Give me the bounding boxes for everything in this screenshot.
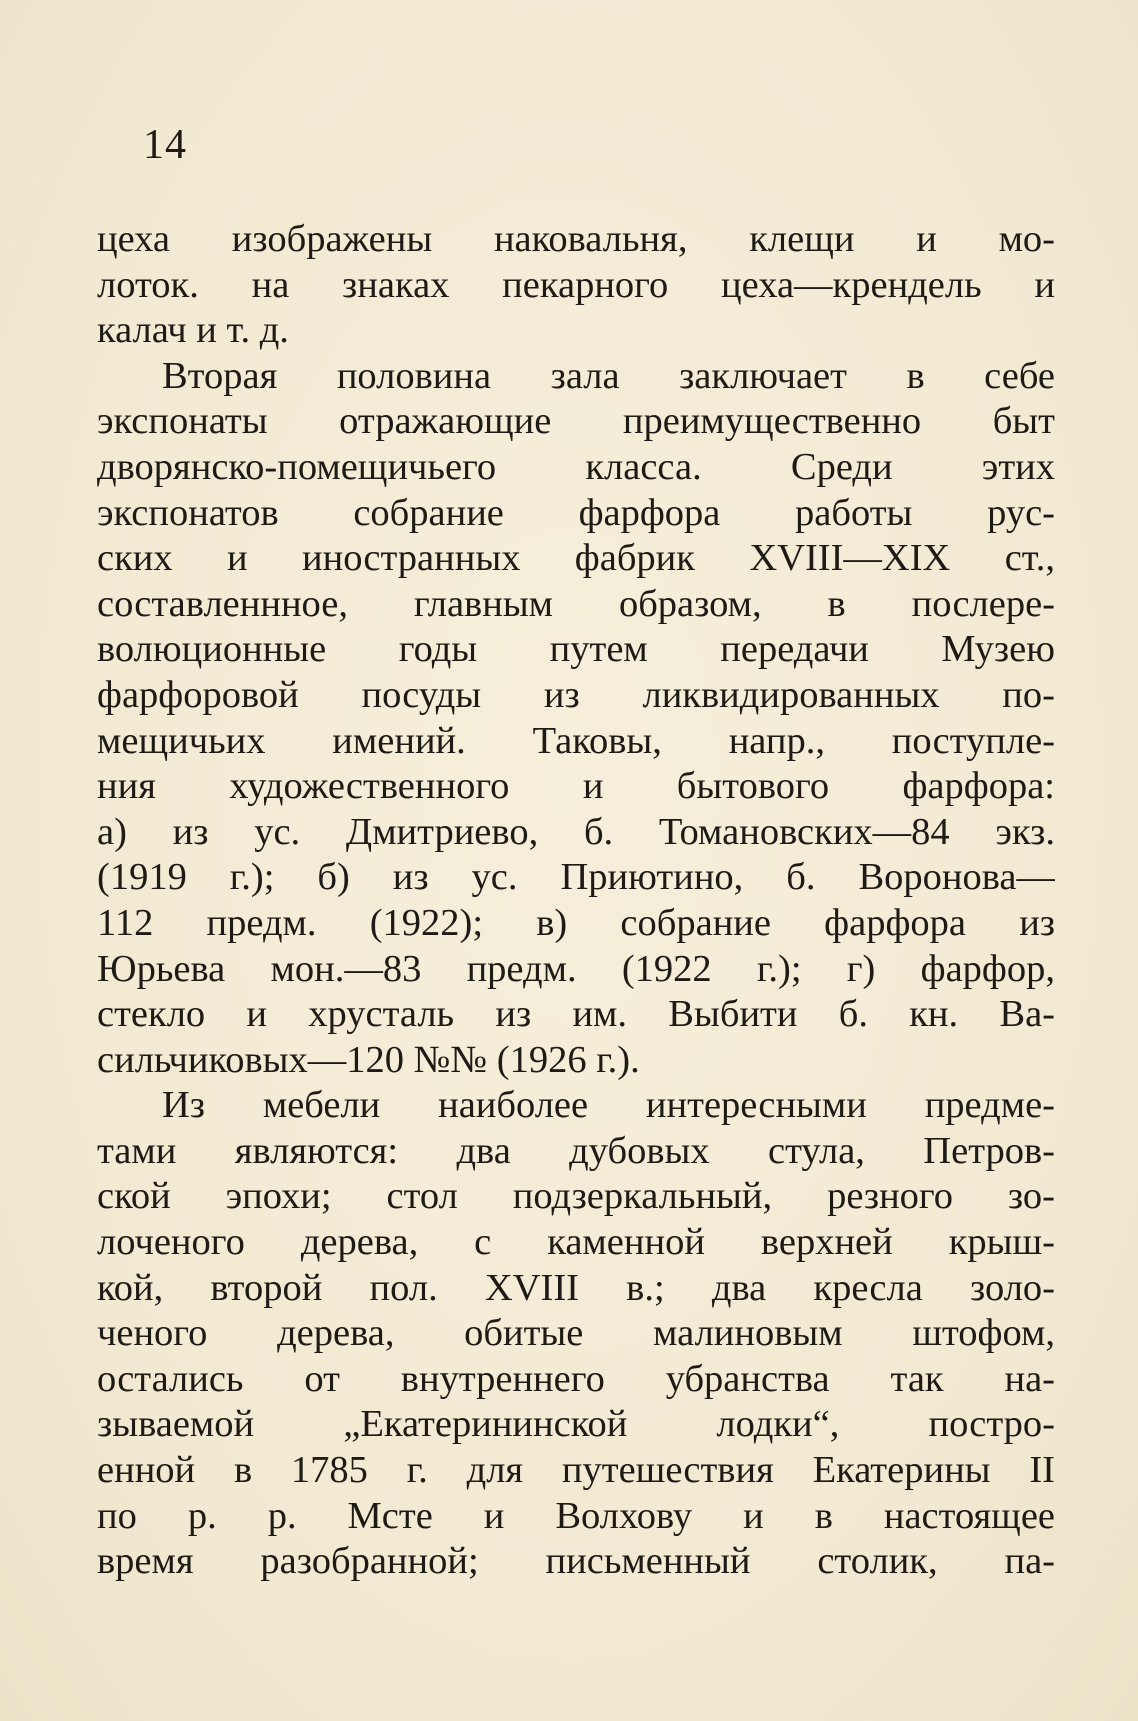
text-line: остались от внутреннего убранства так на- bbox=[97, 1357, 1055, 1400]
text-line: ских и иностранных фабрик XVIII—XIX ст., bbox=[97, 537, 1055, 580]
text-line: 112 предм. (1922); в) собрание фарфора из bbox=[97, 901, 1055, 944]
text-line: сильчиковых—120 №№ (1926 г.). bbox=[97, 1038, 640, 1081]
text-line: калач и т. д. bbox=[97, 309, 289, 352]
text-line: составленнное, главным образом, в послере- bbox=[97, 582, 1055, 625]
body-text bbox=[97, 217, 1055, 1585]
paragraph-start-line: Из мебели наиболее интересными предме- bbox=[162, 1084, 1055, 1127]
text-line: дворянско-помещичьего класса. Среди этих bbox=[97, 445, 1055, 488]
paragraph-start-line: Вторая половина зала заключает в себе bbox=[162, 354, 1055, 397]
text-line: енной в 1785 г. для путешествия Екатерины II bbox=[97, 1449, 1055, 1492]
text-line: лоченого дерева, с каменной верхней крыш- bbox=[97, 1221, 1055, 1264]
text-line: ченого дерева, обитые малиновым штофом, bbox=[97, 1312, 1055, 1355]
text-line: а) из ус. Дмитриево, б. Томановских—84 экз. bbox=[97, 810, 1055, 853]
text-line: зываемой „Екатерининской лодки“, постро- bbox=[97, 1403, 1055, 1446]
text-line: волюционные годы путем передачи Музею bbox=[97, 628, 1055, 671]
text-line: время разобранной; письменный столик, па- bbox=[97, 1540, 1055, 1583]
text-line: тами являются: два дубовых стула, Петров- bbox=[97, 1129, 1055, 1172]
text-line: ской эпохи; стол подзеркальный, резного зо- bbox=[97, 1175, 1055, 1218]
text-line: стекло и хрусталь из им. Выбити б. кн. Ва- bbox=[97, 993, 1055, 1036]
text-line: по р. р. Мсте и Волхову и в настоящее bbox=[97, 1494, 1055, 1537]
text-line: экспонаты отражающие преимущественно быт bbox=[97, 400, 1055, 443]
text-line: кой, второй пол. XVIII в.; два кресла золо- bbox=[97, 1266, 1055, 1309]
text-line: ния художественного и бытового фарфора: bbox=[97, 765, 1055, 808]
text-line: фарфоровой посуды из ликвидированных по- bbox=[97, 673, 1055, 716]
page-number: 14 bbox=[143, 122, 187, 168]
text-line: лоток. на знаках пекарного цеха—крендель и bbox=[97, 263, 1055, 306]
text-line: мещичьих имений. Таковы, напр., поступле- bbox=[97, 719, 1055, 762]
text-line: (1919 г.); б) из ус. Приютино, б. Воронова— bbox=[97, 856, 1055, 899]
text-line: экспонатов собрание фарфора работы рус- bbox=[97, 491, 1055, 534]
text-line: Юрьева мон.—83 предм. (1922 г.); г) фарфор, bbox=[97, 947, 1055, 990]
text-line: цеха изображены наковальня, клещи и мо- bbox=[97, 218, 1055, 260]
